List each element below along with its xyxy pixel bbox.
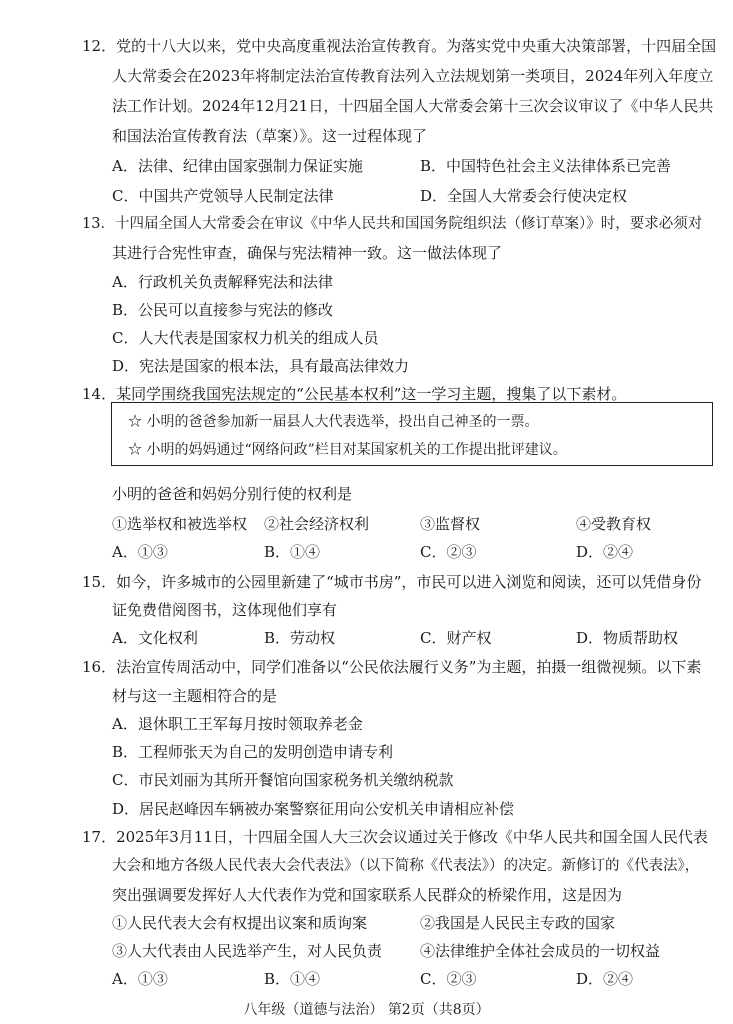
q15-line-2: 证免费借阅图书，这体现他们享有 [112,601,338,619]
q17-option-b[interactable]: B．①④ [264,970,321,988]
q17-option-d[interactable]: D．②④ [576,970,634,988]
q14-option-c[interactable]: C．②③ [420,543,477,561]
q13-option-a[interactable]: A．行政机关负责解释宪法和法律 [112,273,333,291]
q17-line-1: 17．2025年3月11日，十四届全国人大三次会议通过关于修改《中华人民共和国全国人民代表 [82,828,708,846]
q16-line-2: 材与这一主题相符合的是 [112,687,278,705]
q13-option-b[interactable]: B．公民可以直接参与宪法的修改 [112,301,334,319]
q14-item-2: ②社会经济权利 [264,515,370,533]
q14-stem: 小明的爸爸和妈妈分别行使的权利是 [112,485,353,503]
q15-option-c[interactable]: C．财产权 [420,629,492,647]
q17-option-a[interactable]: A．①③ [112,970,168,988]
q16-option-d[interactable]: D．居民赵峰因车辆被办案警察征用向公安机关申请相应补偿 [112,800,515,818]
q17-item-4: ④法律维护全体社会成员的一切权益 [420,942,661,960]
q14-item-4: ④受教育权 [576,515,652,533]
q13-line-1: 13．十四届全国人大常委会在审议《中华人民共和国国务院组织法（修订草案）》时，要求必须对 [82,216,703,232]
q17-item-1: ①人民代表大会有权提出议案和质询案 [112,914,368,932]
page-footer: 八年级（道德与法治） 第2页（共8页） [243,1002,490,1018]
q16-option-c[interactable]: C．市民刘丽为其所开餐馆向国家税务机关缴纳税款 [112,771,454,789]
q13-option-d[interactable]: D．宪法是国家的根本法，具有最高法律效力 [112,357,410,375]
q16-option-b[interactable]: B．工程师张天为自己的发明创造申请专利 [112,743,394,761]
q12-option-a[interactable]: A．法律、纪律由国家强制力保证实施 [112,157,363,175]
q13-option-c[interactable]: C．人大代表是国家权力机关的组成人员 [112,329,379,347]
q17-item-2: ②我国是人民民主专政的国家 [420,914,616,932]
q13-line-2: 其进行合宪性审查，确保与宪法精神一致。这一做法体现了 [112,244,503,262]
q12-option-d[interactable]: D．全国人大常委会行使决定权 [420,187,628,205]
q14-option-d[interactable]: D．②④ [576,543,634,561]
q14-item-3: ③监督权 [420,515,481,533]
q17-line-2: 大会和地方各级人民代表大会代表法》（以下简称《代表法》）的决定。新修订的《代表法》， [112,858,700,874]
q12-line-2: 人大常委会在2023年将制定法治宣传教育法列入立法规划第一类项目，2024年列入年度立 [112,67,714,85]
q12-option-c[interactable]: C．中国共产党领导人民制定法律 [112,187,334,205]
q14-material-2: ☆ 小明的妈妈通过“网络问政”栏目对某国家机关的工作提出批评建议。 [128,442,567,458]
q15-option-d[interactable]: D．物质帮助权 [576,629,679,647]
q15-line-1: 15．如今，许多城市的公园里新建了“城市书房”，市民可以进入浏览和阅读，还可以凭借身份 [82,573,702,591]
q12-line-3: 法工作计划。2024年12月21日，十四届全国人大常委会第十三次会议审议了《中华人民共 [112,97,714,115]
q14-material-box [111,402,713,466]
q15-option-b[interactable]: B．劳动权 [264,629,336,647]
q17-option-c[interactable]: C．②③ [420,970,477,988]
q14-line-1: 14．某同学围绕我国宪法规定的“公民基本权利”这一学习主题，搜集了以下素材。 [82,385,627,403]
q15-option-a[interactable]: A．文化权利 [112,629,198,647]
q12-line-4: 和国法治宣传教育法（草案）》。这一过程体现了 [112,127,428,145]
q14-option-b[interactable]: B．①④ [264,543,321,561]
q17-item-3: ③人大代表由人民选举产生，对人民负责 [112,942,383,960]
q14-option-a[interactable]: A．①③ [112,543,168,561]
q12-line-1: 12．党的十八大以来，党中央高度重视法治宣传教育。为落实党中央重大决策部署，十四届全国 [82,37,717,55]
q14-item-1: ①选举权和被选举权 [112,515,248,533]
q16-line-1: 16．法治宣传周活动中，同学们准备以“公民依法履行义务”为主题，拍摄一组微视频。以下素 [82,658,702,676]
q16-option-a[interactable]: A．退休职工王军每月按时领取养老金 [112,715,363,733]
q12-option-b[interactable]: B．中国特色社会主义法律体系已完善 [420,157,672,175]
q14-material-1: ☆ 小明的爸爸参加新一届县人大代表选举，投出自己神圣的一票。 [128,414,539,430]
q17-line-3: 突出强调要发挥好人大代表作为党和国家联系人民群众的桥梁作用，这是因为 [112,886,623,904]
